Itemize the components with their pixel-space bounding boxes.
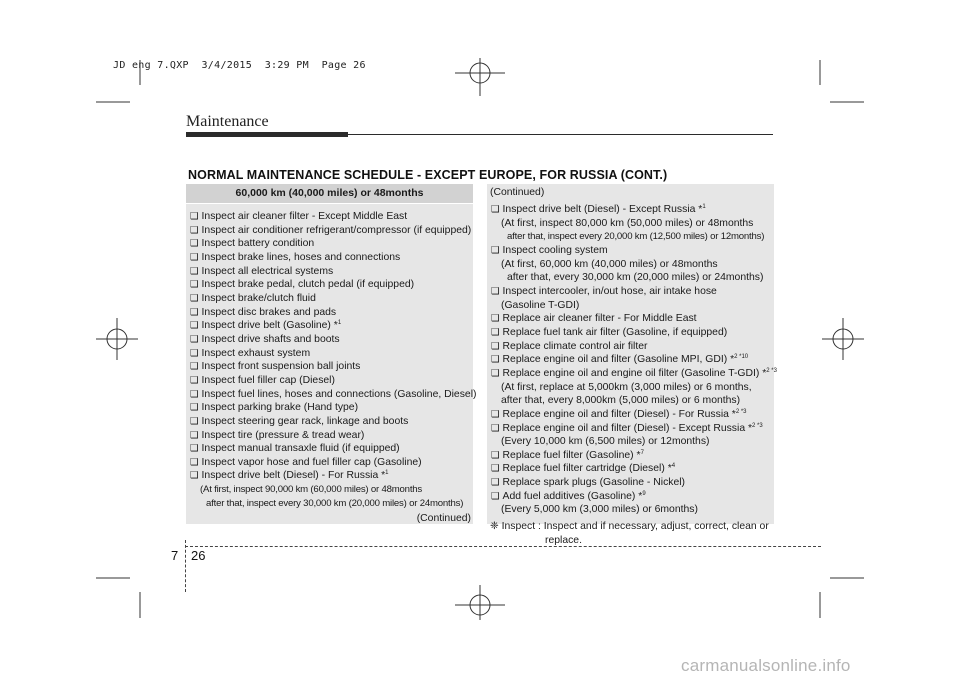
list-item-note: (At first, 60,000 km (40,000 miles) or 48months [501,258,718,270]
list-item: ❑ Inspect all electrical systems [190,265,334,277]
list-item: ❑ Inspect brake pedal, clutch pedal (if equipped) [190,279,415,291]
list-item: ❑ Inspect disc brakes and pads [190,306,337,318]
checkbox-icon: ❑ [190,443,199,455]
checkbox-icon: ❑ [190,292,199,304]
footnote-line: ❈ Inspect : Inspect and if necessary, adjust, correct, clean or [490,521,769,533]
continued-label: (Continued) [416,513,471,525]
list-item: ❑ Inspect air conditioner refrigerant/compressor (if equipped) [190,224,472,236]
list-item: ❑ Inspect cooling system [491,244,608,256]
page-number-divider [185,540,187,592]
list-item: ❑ Replace engine oil and filter (Diesel) - Except Russia *$^{2 *3}$ [491,422,763,434]
list-item-note: (Every 10,000 km (6,500 miles) or 12months) [501,436,710,448]
checkbox-icon: ❑ [491,285,500,297]
interval-title: 60,000 km (40,000 miles) or 48months [186,184,473,204]
list-item: ❑ Inspect steering gear rack, linkage and boots [190,415,409,427]
list-item: ❑ Inspect vapor hose and fuel filler cap (Gasoline) [190,456,422,468]
checkbox-icon: ❑ [190,415,199,427]
list-item-note: (At first, replace at 5,000km (3,000 miles) or 6 months, [501,381,752,393]
checkbox-icon: ❑ [190,265,199,277]
checkbox-icon: ❑ [190,279,199,291]
checkbox-icon: ❑ [190,333,199,345]
checkbox-icon: ❑ [190,429,199,441]
checkbox-icon: ❑ [491,340,500,352]
list-item-note: (At first, inspect 80,000 km (50,000 miles) or 48months [501,217,754,229]
checkbox-icon: ❑ [491,354,500,366]
right-panel [487,184,777,546]
header-rule-thin [348,134,773,135]
chapter-number: 7 [171,548,179,563]
list-item: ❑ Inspect battery condition [190,238,315,250]
list-item: ❑ Inspect drive shafts and boots [190,333,340,345]
checkbox-icon: ❑ [491,477,500,489]
list-item: ❑ Inspect brake/clutch fluid [190,292,316,304]
page-number: 26 [191,548,206,563]
checkbox-icon: ❑ [190,251,199,263]
list-item-note: (Every 5,000 km (3,000 miles) or 6months) [501,504,698,516]
checkbox-icon: ❑ [190,306,199,318]
checkbox-icon: ❑ [491,367,500,379]
checkbox-icon: ❑ [190,470,199,482]
list-item-note: after that, every 30,000 km (20,000 miles) or 24months) [507,272,764,284]
list-item-note: after that, inspect every 30,000 km (20,000 miles) or 24months) [206,497,464,509]
checkbox-icon: ❑ [491,463,500,475]
list-item: ❑ Replace fuel tank air filter (Gasoline, if equipped) [491,326,728,338]
checkbox-icon: ❑ [491,408,500,420]
list-item: ❑ Replace fuel filter (Gasoline) *$^7$ [491,449,644,461]
continued-label: (Continued) [490,187,545,198]
checkbox-icon: ❑ [190,211,199,222]
checkbox-icon: ❑ [491,244,500,256]
list-item: ❑ Inspect drive belt (Diesel) - For Russia *$^1$ [190,470,389,482]
section-title: Maintenance [186,113,269,130]
list-item: ❑ Inspect front suspension ball joints [190,361,361,373]
checkbox-icon: ❑ [491,490,500,502]
list-item: ❑ Inspect air cleaner filter - Except Middle East [190,211,408,222]
checkbox-icon: ❑ [491,449,500,461]
checkbox-icon: ❑ [190,320,199,332]
checkbox-icon: ❑ [491,204,500,215]
checkbox-icon: ❑ [190,224,199,236]
list-item-note: after that, every 8,000km (5,000 miles) or 6 months) [501,395,741,407]
page-footer-rule [185,546,821,547]
list-item: ❑ Replace engine oil and engine oil filter (Gasoline T-GDI) *$^{2 *3}$ [491,367,777,379]
list-item: ❑ Replace air cleaner filter - For Middle East [491,313,697,325]
checkbox-icon: ❑ [491,326,500,338]
checkbox-icon: ❑ [190,388,199,400]
watermark: carmanualsonline.info [681,656,851,675]
left-panel [186,184,477,525]
list-item: ❑ Inspect drive belt (Diesel) - Except Russia *$^1$ [491,204,706,215]
list-item: ❑ Inspect exhaust system [190,347,311,359]
list-item: ❑ Add fuel additives (Gasoline) *$^9$ [491,490,646,502]
list-item: ❑ Inspect fuel filler cap (Diesel) [190,374,335,386]
list-item: ❑ Inspect tire (pressure & tread wear) [190,429,365,441]
list-item: ❑ Inspect drive belt (Gasoline) *$^1$ [190,320,342,332]
list-item: ❑ Inspect fuel lines, hoses and connections (Gasoline, Diesel) [190,388,477,400]
print-slug: JD eng 7.QXP 3/4/2015 3:29 PM Page 26 [113,60,366,71]
checkbox-icon: ❑ [190,456,199,468]
list-item: ❑ Replace climate control air filter [491,340,648,352]
checkbox-icon: ❑ [190,238,199,250]
checkbox-icon: ❑ [190,361,199,373]
list-item: ❑ Inspect brake lines, hoses and connections [190,251,401,263]
header-rule-dark [186,132,348,137]
list-item: ❑ Inspect manual transaxle fluid (if equipped) [190,443,400,455]
left-item-list [186,204,477,526]
footnote-line: replace. [545,534,582,546]
list-item: ❑ Replace spark plugs (Gasoline - Nickel) [491,477,686,489]
list-item: ❑ Replace engine oil and filter (Gasoline MPI, GDI) *$^{2 *10}$ [491,354,749,366]
checkbox-icon: ❑ [491,313,500,325]
checkbox-icon: ❑ [491,422,500,434]
checkbox-icon: ❑ [190,402,199,414]
list-item: ❑ Replace engine oil and filter (Diesel) - For Russia *$^{2 *3}$ [491,408,747,420]
inspect-footnote [487,520,774,547]
list-item-note: (Gasoline T-GDI) [501,299,580,311]
right-item-list [487,184,777,547]
list-item: ❑ Replace fuel filter cartridge (Diesel) *$^4$ [491,463,676,475]
list-item-note: (At first, inspect 90,000 km (60,000 miles) or 48months [200,484,423,496]
list-item-note: after that, inspect every 20,000 km (12,500 miles) or 12months) [507,231,765,243]
checkbox-icon: ❑ [190,347,199,359]
schedule-heading: NORMAL MAINTENANCE SCHEDULE - EXCEPT EUROPE, FOR RUSSIA (CONT.) [188,168,668,182]
checkbox-icon: ❑ [190,374,199,386]
list-item: ❑ Inspect intercooler, in/out hose, air intake hose [491,285,717,297]
list-item: ❑ Inspect parking brake (Hand type) [190,402,359,414]
